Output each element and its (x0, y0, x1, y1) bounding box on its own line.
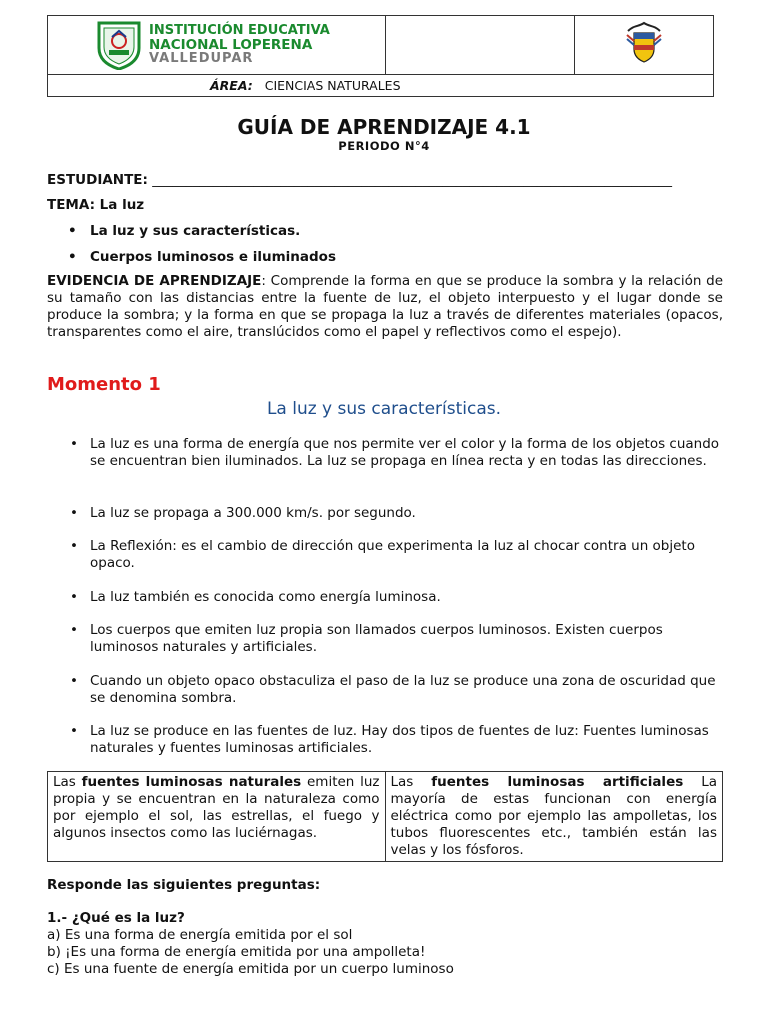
evidence-label: EVIDENCIA DE APRENDIZAJE (47, 273, 262, 289)
national-seal-cell (575, 16, 714, 75)
section-title: La luz y sus características. (266, 399, 502, 419)
questions-heading: Responde las siguientes preguntas: (47, 877, 321, 893)
header-blank-cell (385, 16, 575, 75)
momento-heading: Momento 1 (47, 374, 161, 395)
list-item: • La luz es una forma de energía que nos permite ver el color y la forma de los objetos cuando se encuentran bien iluminados. La luz se propaga en línea recta y en todas las direcciones. (70, 436, 725, 470)
artificial-sources-cell: Las fuentes luminosas artificiales La mayoría de estas funcionan con energía eléctrica como por ejemplo las ampolletas, los tubos fluorescentes etc., también están las velas y los fósforos. (385, 772, 723, 862)
period-label: PERIODO N°4 (338, 139, 430, 153)
topic-item: • La luz y sus características. (70, 223, 300, 239)
institution-logo-cell (48, 16, 386, 75)
institution-name-line1: INSTITUCIÓN EDUCATIVA (149, 23, 330, 38)
institution-name-line2: NACIONAL LOPERENA (149, 37, 313, 53)
list-item: • Los cuerpos que emiten luz propia son llamados cuerpos luminosos. Existen cuerpos luminosos naturales y artificiales. (70, 622, 725, 656)
list-item: • La luz se produce en las fuentes de luz. Hay dos tipos de fuentes de luz: Fuentes luminosas naturales y fuentes luminosas artificiales. (70, 723, 725, 757)
topic-label: TEMA: La luz (47, 197, 145, 213)
list-item: • La luz también es conocida como energía luminosa. (70, 589, 725, 606)
list-item: • Cuando un objeto opaco obstaculiza el paso de la luz se produce una zona de oscuridad que se denomina sombra. (70, 673, 725, 707)
area-label: ÁREA: (210, 78, 253, 93)
question-1-option-b: b) ¡Es una forma de energía emitida por una ampolleta! (47, 944, 426, 960)
natural-sources-cell: Las fuentes luminosas naturales emiten luz propia y se encuentran en la naturaleza como por ejemplo el sol, las estrellas, el fuego y algunos insectos como las luciérnagas. (48, 772, 386, 862)
light-sources-table (47, 771, 723, 862)
student-blank: _____________________________________________________________________________ (152, 172, 672, 188)
question-1-option-a: a) Es una forma de energía emitida por el sol (47, 927, 353, 943)
evidence-text: : Comprende la forma en que se produce la sombra y la relación de su tamaño con las distancias entre la fuente de luz, el objeto interpuesto y el lugar donde se produce la sombra; y la forma en que se propaga la luz a través de diferentes materiales (opacos, transparentes como el aire, translúcidos como el papel y reflectivos como el espejo). (47, 273, 723, 340)
school-shield-icon (95, 20, 143, 70)
student-label: ESTUDIANTE: (47, 172, 148, 188)
list-item: • La luz se propaga a 300.000 km/s. por segundo. (70, 505, 725, 522)
question-1-option-c: c) Es una fuente de energía emitida por un cuerpo luminoso (47, 961, 454, 977)
coat-of-arms-icon (624, 21, 664, 65)
header-table (47, 15, 714, 97)
topic-item: • Cuerpos luminosos e iluminados (70, 249, 336, 265)
question-1: 1.- ¿Qué es la luz? (47, 910, 185, 926)
list-item: • La Reflexión: es el cambio de dirección que experimenta la luz al chocar contra un objeto opaco. (70, 538, 725, 572)
area-value: CIENCIAS NATURALES (264, 78, 401, 93)
student-line (47, 172, 723, 189)
document-title: GUÍA DE APRENDIZAJE 4.1 (237, 115, 531, 139)
area-cell (48, 75, 714, 97)
institution-city: VALLEDUPAR (149, 51, 254, 66)
evidence-paragraph (47, 273, 723, 341)
